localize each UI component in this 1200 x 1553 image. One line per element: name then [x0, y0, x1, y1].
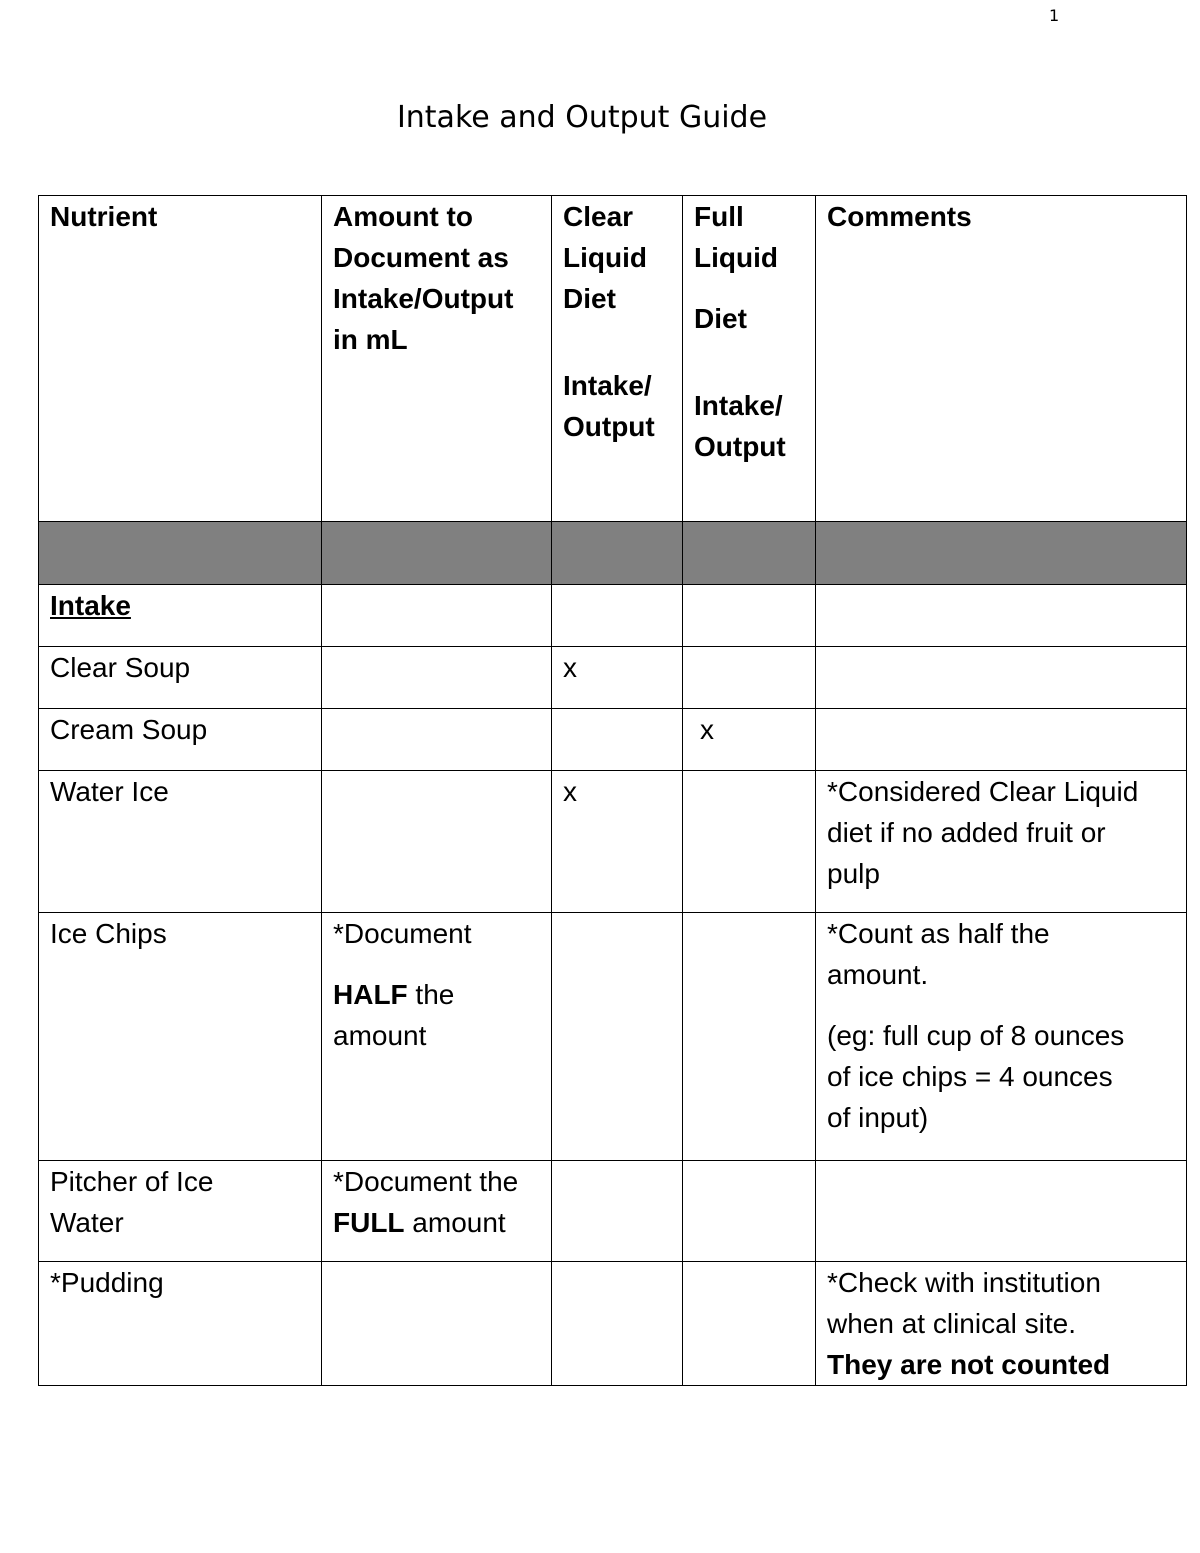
header-clear-liquid: Clear Liquid Diet Intake/ Output: [552, 196, 683, 522]
table-row-intake: [39, 585, 1187, 647]
clear-liquid-mark: x: [552, 771, 683, 913]
shaded-separator-row: [39, 522, 1187, 585]
nutrient-cell: Water Ice: [39, 771, 322, 913]
table-row-pudding: [39, 1262, 1187, 1386]
intake-output-table: [38, 195, 1187, 1386]
nutrient-cell: Cream Soup: [39, 709, 322, 771]
page-title: Intake and Output Guide: [396, 100, 768, 135]
nutrient-cell: Ice Chips: [39, 913, 322, 1161]
nutrient-cell: Pitcher of Ice Water: [39, 1161, 322, 1262]
header-row: [39, 196, 1187, 522]
nutrient-cell: Clear Soup: [39, 647, 322, 709]
header-full-liquid: Full Liquid Diet Intake/ Output: [683, 196, 816, 522]
amount-cell: *Document HALF the amount: [322, 913, 552, 1161]
comment-cell: *Considered Clear Liquid diet if no added fruit or pulp: [816, 771, 1187, 913]
intake-section-label: Intake: [50, 590, 131, 621]
amount-cell: *Document the FULL amount: [322, 1161, 552, 1262]
table-row-ice-chips: [39, 913, 1187, 1161]
table-row-cream-soup: [39, 709, 1187, 771]
header-nutrient: Nutrient: [39, 196, 322, 522]
table-row-clear-soup: [39, 647, 1187, 709]
nutrient-cell: *Pudding: [39, 1262, 322, 1386]
table-row-pitcher: [39, 1161, 1187, 1262]
table-row-water-ice: [39, 771, 1187, 913]
comment-cell: *Check with institution when at clinical site. They are not counted: [816, 1262, 1187, 1386]
page-number: 1: [1049, 6, 1060, 25]
clear-liquid-mark: x: [552, 647, 683, 709]
comment-cell: *Count as half the amount. (eg: full cup of 8 ounces of ice chips = 4 ounces of input): [816, 913, 1187, 1161]
header-amount: Amount to Document as Intake/Output in mL: [322, 196, 552, 522]
header-comments: Comments: [816, 196, 1187, 522]
full-liquid-mark: x: [683, 709, 816, 771]
